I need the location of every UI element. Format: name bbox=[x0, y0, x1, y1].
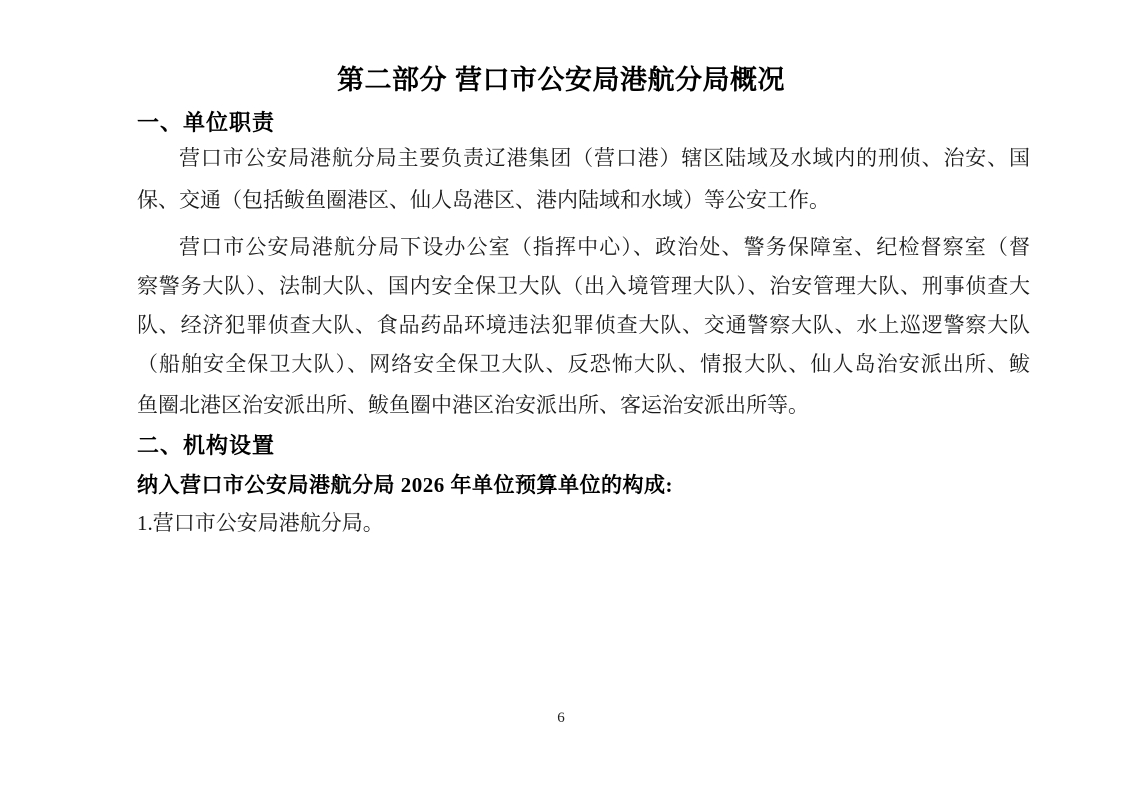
paragraph-2-line-4: （船舶安全保卫大队）、网络安全保卫大队、反恐怖大队、情报大队、仙人岛治安派出所、鲅 bbox=[137, 352, 1030, 376]
budget-unit-composition-title: 纳入营口市公安局港航分局 2026 年单位预算单位的构成: bbox=[137, 473, 673, 497]
section-1-heading: 一、单位职责 bbox=[137, 110, 276, 135]
paragraph-1-line-1: 营口市公安局港航分局主要负责辽港集团（营口港）辖区陆域及水域内的刑侦、治安、国 bbox=[179, 146, 1030, 170]
budget-unit-item-1: 1.营口市公安局港航分局。 bbox=[137, 511, 384, 535]
paragraph-1-line-2: 保、交通（包括鲅鱼圈港区、仙人岛港区、港内陆域和水域）等公安工作。 bbox=[137, 188, 830, 212]
paragraph-2-line-1: 营口市公安局港航分局下设办公室（指挥中心）、政治处、警务保障室、纪检督察室（督 bbox=[179, 235, 1030, 259]
paragraph-2-line-5: 鱼圈北港区治安派出所、鲅鱼圈中港区治安派出所、客运治安派出所等。 bbox=[137, 393, 809, 417]
paragraph-2-line-3: 队、经济犯罪侦查大队、食品药品环境违法犯罪侦查大队、交通警察大队、水上巡逻警察大队 bbox=[137, 313, 1030, 337]
document-title: 第二部分 营口市公安局港航分局概况 bbox=[336, 65, 785, 95]
paragraph-2-line-2: 察警务大队）、法制大队、国内安全保卫大队（出入境管理大队）、治安管理大队、刑事侦查大 bbox=[137, 274, 1030, 298]
section-2-heading: 二、机构设置 bbox=[137, 433, 276, 458]
page-number: 6 bbox=[557, 710, 565, 726]
